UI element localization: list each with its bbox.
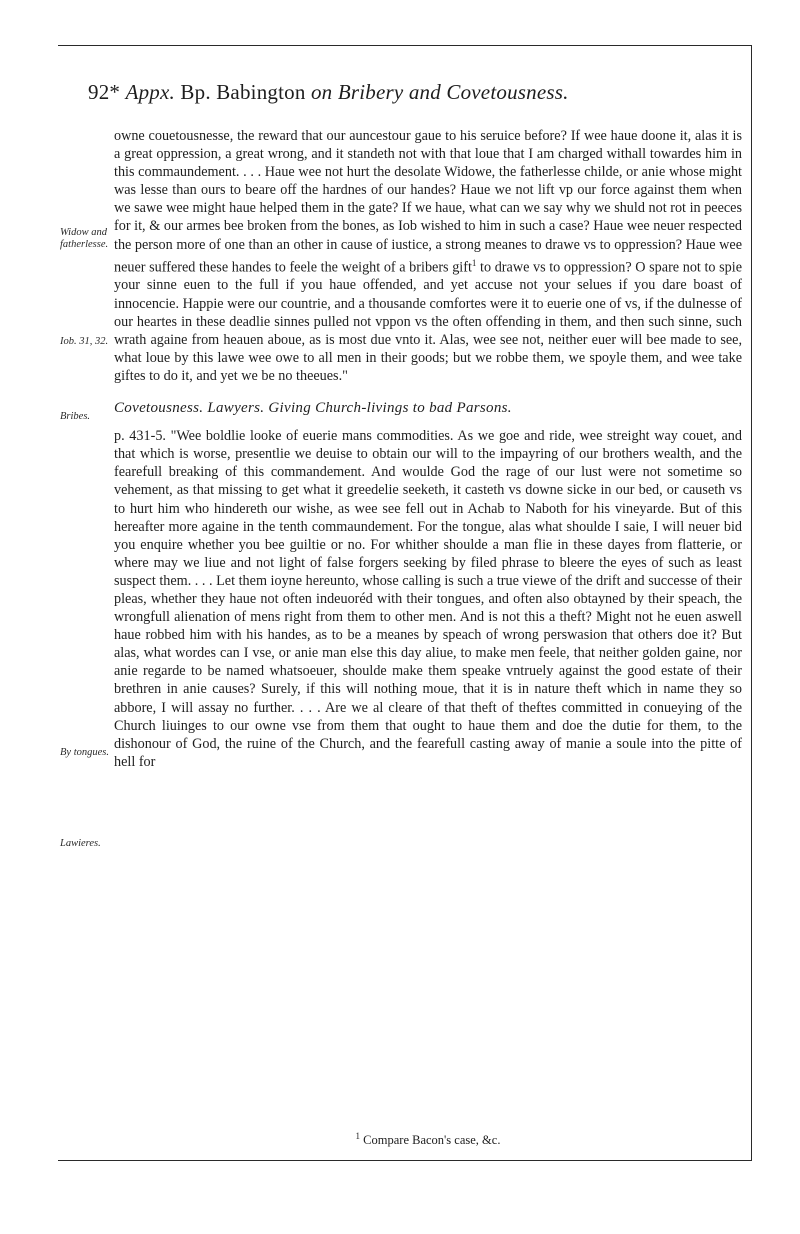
running-head (88, 80, 748, 105)
main-text (114, 127, 742, 771)
running-head-appx: Appx. (125, 80, 175, 104)
margin-note-bribes: Bribes. (60, 411, 91, 422)
footnote-reference: 1 (471, 257, 477, 268)
page-border-bottom (58, 1160, 752, 1161)
page-border-right (751, 45, 752, 1160)
footnote-marker: 1 (355, 1131, 361, 1141)
footnote (114, 1131, 742, 1148)
margin-note-lawieres: Lawieres. (60, 838, 101, 849)
margin-note-iob: Iob. 31, 32. (60, 336, 109, 347)
footnote-text: Compare Bacon's case, &c. (360, 1133, 501, 1148)
running-head-author: Bp. Babington (174, 80, 311, 104)
page-number: 92* (88, 80, 121, 104)
page-border-top (58, 45, 752, 46)
paragraph-1 (114, 127, 742, 385)
margin-note-tongues: By tongues. (60, 747, 109, 758)
section-heading: Covetousness. Lawyers. Giving Church-livings to bad Parsons. (114, 400, 512, 417)
margin-note-widow: Widow and fatherlesse. (60, 227, 109, 250)
paragraph-1-text: owne couetousnesse, the reward that our auncestour gaue to his seruice before? If wee haue doone it, alas it is a great oppression, a great wrong, and it standeth not with that loue that I am charged withall towardes him in this commaundement. . . . Haue wee not hurt the desolate Widowe, the fatherlesse childe, or anie whose might was lesse than ours to beare off the hardnes of our handes? Haue we not lift vp our force against them when we sawe wee might haue helped them in the gate? If we haue, what can we say why we shuld not rot in peeces for it, & our armes bee broken from the bones, as Iob wished to him in such a case? Haue wee neuer respected the person more of one than an other in cause of iustice, a strong meanes to drawe vs to oppression? Haue wee neuer suffered these handes to feele the weight of a bribers gift (114, 128, 742, 276)
paragraph-1-end: to drawe vs to oppression? O spare not to spie your sinne euen to the full if you haue offended, and yet accuse not your selues if you dare boast of innocencie. Happie were our countrie, and a thousande comfortes were it to euerie one of vs, if the dulnesse of our heartes in these deadlie sinnes pulled not vppon vs the often offending in them, and then such sinne, such wrath againe from heauen aboue, as is most due vnto it. Alas, wee see not, neither euer will bee made to see, what loue by this lawe wee owe to all men in their goods; but we robbe them, we spoyle them, and wee take giftes to do it, and yet we be no theeues." (114, 259, 742, 384)
running-head-title: on Bribery and Covetousness. (310, 80, 569, 104)
paragraph-2: p. 431-5. "Wee boldlie looke of euerie mans commodities. As we goe and ride, wee streight way couet, and that which is worse, presentlie we deuise to obtain our will to the impayring of our brothers wealth, and the fearefull breaking of this commandement. And woulde God the rage of our lust were not sometime so vehement, as that missing to get what it greedelie seeketh, it casteth vs downe sicke in our bed, or causeth vs to hurt him who hindereth our wishe, as wee see fell out in Achab to Naboth for his vineyarde. But of this hereafter more againe in the tenth commaundement. For the tongue, alas what shoulde I saie, I will neuer bid you enquire whether you bee guiltie or no. For whither shoulde a man flie in these dayes from flatterie, or where may we liue and not light of false forgers seeking by filed phrase to bleere the eyes of such as least suspect them. . . . Let them ioyne hereunto, whose calling is such a true viewe of the drift and successe of their pleas, whether they haue not often indeuoréd with their tongues, and often also obtayned by their speach, the wrongfull alienation of mens right from them to other men. And is not this a theft? Might not he euen aswell haue robbed him with his handes, as to be a meanes by speach of wrong perswasion that others doe it? But alas, what wordes can I vse, or anie man else this day aliue, to make men feele, that neither golden gaine, nor anie regarde to be named whatsoeuer, shoulde make them speake vntruely against the good estate of their brethren in anie causes? Surely, if this will nothing moue, that it is in nature theft which in name they so abbore, I will assay no further. . . . Are we al cleare of that theft of theftes committed in conueying of the Church liuinges to our owne vse from them that ought to haue them and doe the dutie for them, to the dishonour of God, the ruine of the Church, and the fearefull casting away of manie a soule into the pitte of hell for (114, 428, 742, 770)
